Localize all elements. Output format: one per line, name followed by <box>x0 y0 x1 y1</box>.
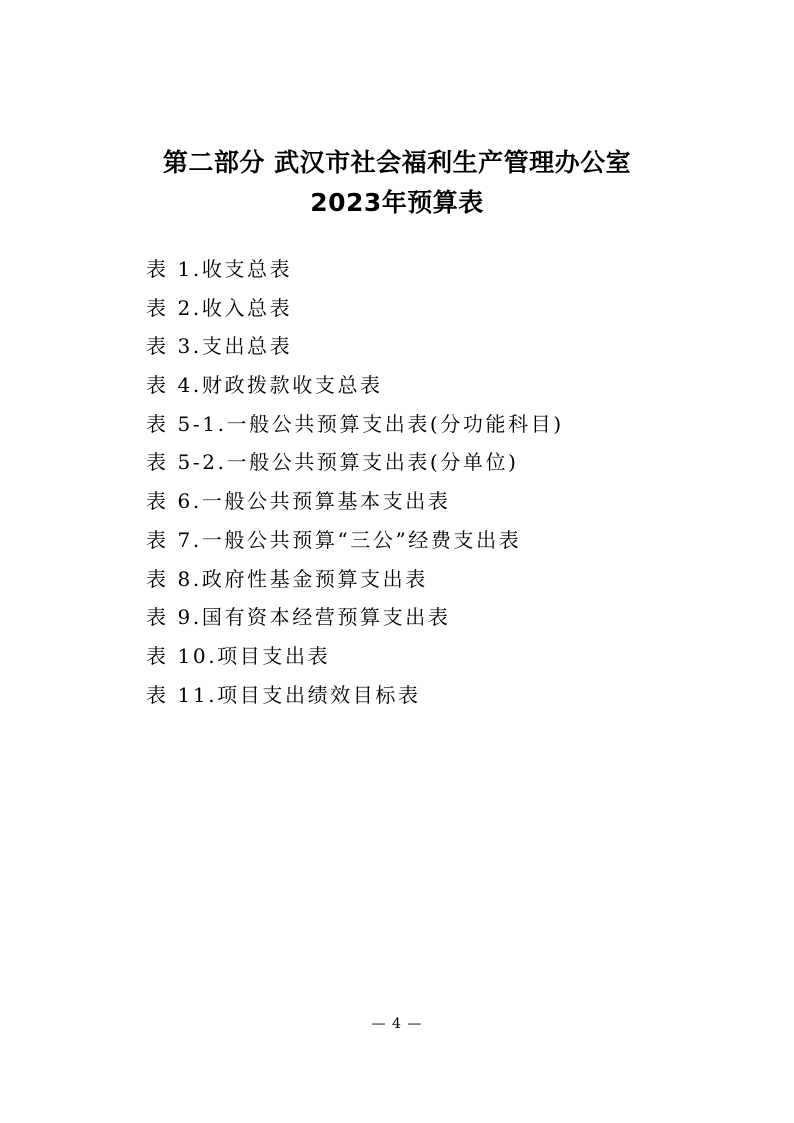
toc-item-11: 表 11.项目支出绩效目标表 <box>146 682 421 707</box>
toc-item-4: 表 4.财政拨款收支总表 <box>146 373 383 398</box>
toc-item-10: 表 10.项目支出表 <box>146 643 331 668</box>
toc-item-2: 表 2.收入总表 <box>146 295 293 320</box>
toc-item-5-2: 表 5-2.一般公共预算支出表(分单位) <box>146 450 519 475</box>
page-title: 第二部分 武汉市社会福利生产管理办公室 <box>162 148 632 177</box>
toc-item-5-1: 表 5-1.一般公共预算支出表(分功能科目) <box>146 411 564 436</box>
toc-item-3: 表 3.支出总表 <box>146 334 293 359</box>
toc-item-8: 表 8.政府性基金预算支出表 <box>146 566 428 591</box>
table-of-contents <box>146 250 564 714</box>
toc-item-9: 表 9.国有资本经营预算支出表 <box>146 605 451 630</box>
toc-item-1: 表 1.收支总表 <box>146 257 293 281</box>
page-number: — 4 — <box>371 1016 423 1032</box>
toc-item-6: 表 6.一般公共预算基本支出表 <box>146 489 451 514</box>
toc-item-7: 表 7.一般公共预算“三公”经费支出表 <box>146 527 522 552</box>
page-subtitle: 2023年预算表 <box>310 188 484 217</box>
